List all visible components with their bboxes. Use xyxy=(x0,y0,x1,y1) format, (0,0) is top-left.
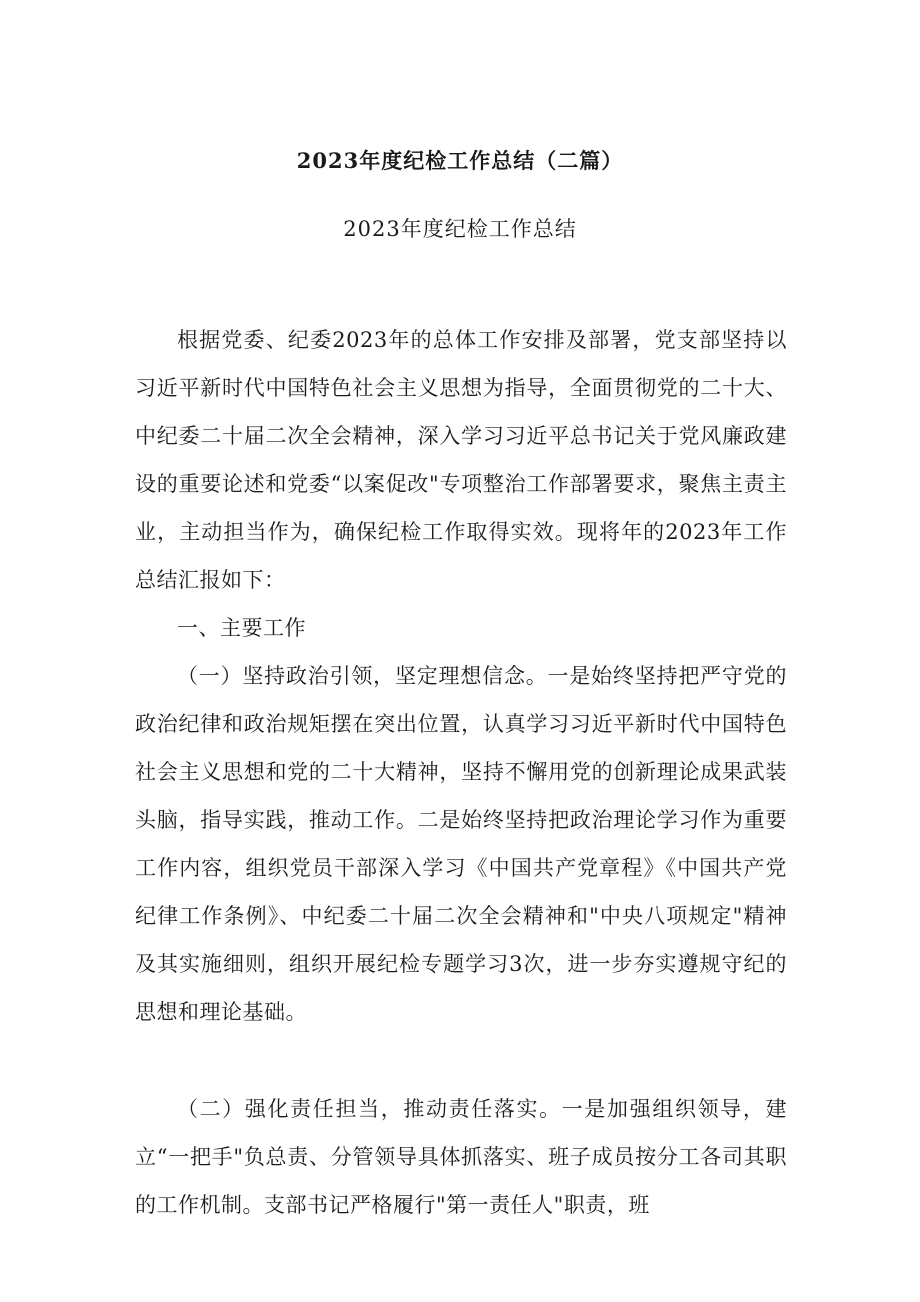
document-title: 2023年度纪检工作总结（二篇） xyxy=(296,148,624,173)
paragraph-two-text: （二）强化责任担当，推动责任落实。一是加强组织领导，建立“一把手"负总责、分管领导具体抓落实、班子成员按分工各司其职的工作机制。支部书记严格履行"第一责任人"职责，班 xyxy=(135,1097,787,1217)
intro-paragraph xyxy=(135,316,787,604)
section-heading-main-work xyxy=(135,604,787,652)
document-subtitle: 2023年度纪检工作总结 xyxy=(343,217,577,241)
intro-text: 根据党委、纪委2023年的总体工作安排及部署，党支部坚持以习近平新时代中国特色社会主义思想为指导，全面贯彻党的二十大、中纪委二十届二次全会精神，深入学习习近平总书记关于党风廉政建设的重要论述和党委“以案促改"专项整治工作部署要求，聚焦主责主业，主动担当作为，确保纪检工作取得实效。现将年的2023年工作总结汇报如下： xyxy=(135,328,787,592)
paragraph-responsibility xyxy=(135,1085,787,1229)
paragraph-political-guidance xyxy=(135,652,787,1036)
paragraph-one-text: （一）坚持政治引领，坚定理想信念。一是始终坚持把严守党的政治纪律和政治规矩摆在突出位置，认真学习习近平新时代中国特色社会主义思想和党的二十大精神，坚持不懈用党的创新理论成果武装头脑，指导实践，推动工作。二是始终坚持把政治理论学习作为重要工作内容，组织党员干部深入学习《中国共产党章程》《中国共产党纪律工作条例》、中纪委二十届二次全会精神和"中央八项规定"精神及其实施细则，组织开展纪检专题学习3次，进一步夯实遵规守纪的思想和理论基础。 xyxy=(135,664,787,1024)
section-heading-text: 一、主要工作 xyxy=(177,616,306,640)
